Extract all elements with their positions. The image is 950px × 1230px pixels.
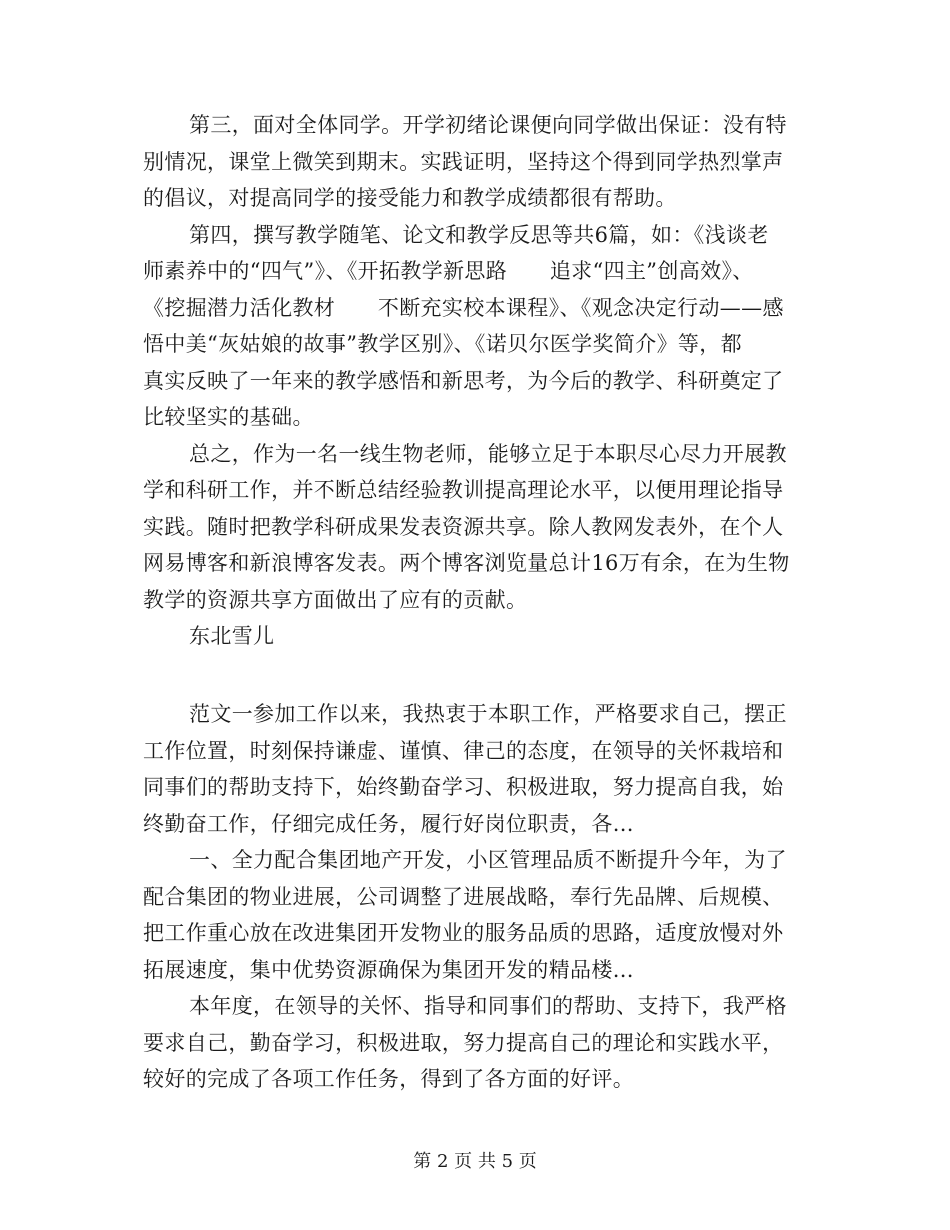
paragraph-line: 比较坚实的基础。 bbox=[143, 405, 314, 429]
paragraph-line: 拓展速度，集中优势资源确保为集团开发的精品楼... bbox=[143, 957, 634, 982]
paragraph-summary bbox=[143, 436, 813, 619]
paragraph-line: 要求自己，勤奋学习，积极进取，努力提高自己的理论和实践水平， bbox=[143, 1030, 784, 1055]
paragraph-line: 真实反映了一年来的教学感悟和新思考，为今后的教学、科研奠定了 bbox=[143, 368, 784, 393]
paragraph-line: 《挖掘潜力活化教材 不断充实校本课程》、《观念决定行动——感 bbox=[143, 295, 784, 320]
paragraph-line: 的倡议，对提高同学的接受能力和教学成绩都很有帮助。 bbox=[143, 186, 677, 210]
author-name: 东北雪儿 bbox=[189, 624, 275, 648]
paragraph-line: 教学的资源共享方面做出了应有的贡献。 bbox=[143, 587, 528, 612]
paragraph-real-estate bbox=[143, 842, 813, 988]
paragraph-line: 范文一参加工作以来，我热衷于本职工作，严格要求自己，摆正 bbox=[189, 702, 787, 726]
paragraph-line: 同事们的帮助支持下，始终勤奋学习、积极进取，努力提高自我，始 bbox=[143, 775, 784, 799]
paragraph-sample-one bbox=[143, 696, 813, 842]
paragraph-line: 把工作重心放在改进集团开发物业的服务品质的思路，适度放慢对外 bbox=[143, 921, 784, 945]
text-block-lower bbox=[143, 696, 813, 1098]
paragraph-line: 师素养中的“四气”》、《开拓教学新思路 追求“四主”创高效》、 bbox=[143, 259, 754, 283]
paragraph-line: 总之，作为一名一线生物老师，能够立足于本职尽心尽力开展教 bbox=[189, 441, 787, 466]
paragraph-third-point bbox=[143, 107, 813, 217]
paragraph-annual bbox=[143, 988, 813, 1098]
text-block-upper bbox=[143, 107, 813, 655]
paragraph-line: 较好的完成了各项工作任务，得到了各方面的好评。 bbox=[143, 1067, 635, 1091]
paragraph-line: 悟中美“灰姑娘的故事”教学区别》、《诺贝尔医学奖简介》等，都 bbox=[143, 332, 742, 356]
author-signature bbox=[143, 618, 813, 655]
paragraph-line: 实践。随时把教学科研成果发表资源共享。除人教网发表外，在个人 bbox=[143, 514, 784, 539]
page-number: 第 2 页 共 5 页 bbox=[413, 1151, 537, 1172]
paragraph-line: 本年度，在领导的关怀、指导和同事们的帮助、支持下，我严格 bbox=[189, 994, 787, 1018]
paragraph-line: 配合集团的物业进展，公司调整了进展战略，奉行先品牌、后规模、 bbox=[143, 884, 784, 909]
paragraph-line: 终勤奋工作，仔细完成任务，履行好岗位职责，各... bbox=[143, 811, 634, 836]
paragraph-line: 第四，撰写教学随笔、论文和教学反思等共6篇，如：《浅谈老 bbox=[189, 222, 769, 247]
paragraph-line: 网易博客和新浪博客发表。两个博客浏览量总计16万有余，在为生物 bbox=[143, 551, 790, 575]
paragraph-line: 别情况，课堂上微笑到期末。实践证明，坚持这个得到同学热烈掌声 bbox=[143, 149, 784, 174]
paragraph-line: 学和科研工作，并不断总结经验教训提高理论水平，以便用理论指导 bbox=[143, 478, 784, 502]
paragraph-fourth-point bbox=[143, 217, 813, 436]
paragraph-line: 第三，面对全体同学。开学初绪论课便向同学做出保证：没有特 bbox=[189, 113, 787, 137]
paragraph-line: 一、全力配合集团地产开发，小区管理品质不断提升今年，为了 bbox=[189, 848, 787, 872]
paragraph-line: 工作位置，时刻保持谦虚、谨慎、律己的态度，在领导的关怀栽培和 bbox=[143, 738, 784, 763]
